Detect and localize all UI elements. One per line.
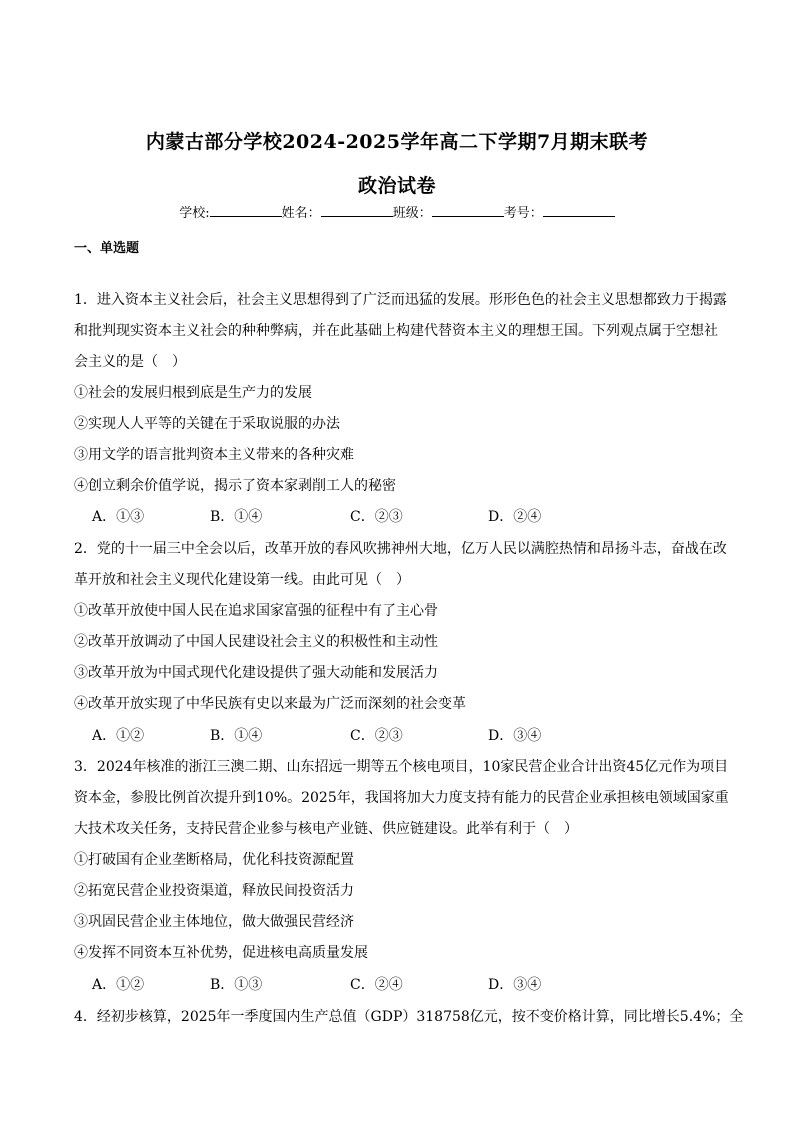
question-1-statement-1: ①社会的发展归根到底是生产力的发展 [74,385,312,401]
question-1-option-d[interactable]: D．②④ [488,509,542,525]
exam-subject-title: 政治试卷 [357,175,436,197]
question-2-option-c[interactable]: C．②③ [350,728,403,744]
name-label: 姓名： [281,206,321,221]
exam-title: 内蒙古部分学校2024-2025学年高二下学期7月期末联考 [145,131,649,153]
question-4-line-1: 4．经初步核算，2025年一季度国内生产总值（GDP）318758亿元，按不变价格计算，同比增长5.4%；全 [74,1009,744,1025]
class-label: 班级： [392,206,432,221]
question-1-statement-4: ④创立剩余价值学说，揭示了资本家剥削工人的秘密 [74,478,396,494]
question-3-statement-2: ②拓宽民营企业投资渠道，释放民间投资活力 [74,883,354,899]
section-heading: 一、单选题 [74,241,140,256]
student-info-row [0,202,794,221]
question-3-line-1: 3．2024年核准的浙江三澳二期、山东招远一期等五个核电项目，10家民营企业合计出资45亿元作为项目 [74,759,729,775]
question-2-option-a[interactable]: A．①② [92,728,145,744]
question-2-line-1: 2．党的十一届三中全会以后，改革开放的春风吹拂神州大地，亿万人民以满腔热情和昂扬斗志，奋战在改 [74,541,727,557]
question-1-line-3: 会主义的是（ ） [74,354,186,370]
exam-number-label: 考号： [503,206,543,221]
question-1-option-b[interactable]: B．①④ [210,509,263,525]
question-2-option-d[interactable]: D．③④ [488,728,542,744]
school-label: 学校: [179,206,210,221]
question-2-statement-1: ①改革开放使中国人民在追求国家富强的征程中有了主心骨 [74,603,438,619]
question-1-statement-2: ②实现人人平等的关键在于采取说服的办法 [74,416,340,432]
question-2-line-2: 革开放和社会主义现代化建设第一线。由此可见（ ） [74,572,410,588]
question-2-statement-3: ③改革开放为中国式现代化建设提供了强大动能和发展活力 [74,665,438,681]
question-3-statement-4: ④发挥不同资本互补优势，促进核电高质量发展 [74,945,368,961]
question-3-line-2: 资本金，参股比例首次提升到10%。2025年，我国将加大力度支持有能力的民营企业承担核电领域国家重 [74,790,729,806]
question-3-option-b[interactable]: B．①③ [210,977,263,993]
question-3-line-3: 大技术攻关任务，支持民营企业参与核电产业链、供应链建设。此举有利于（ ） [74,821,578,837]
name-blank[interactable] [321,203,393,217]
question-1-line-2: 和批判现实资本主义社会的种种弊病，并在此基础上构建代替资本主义的理想王国。下列观点属于空想社 [74,323,718,339]
question-1-line-1: 1．进入资本主义社会后，社会主义思想得到了广泛而迅猛的发展。形形色色的社会主义思想都致力于揭露 [74,292,727,308]
question-2-option-b[interactable]: B．①④ [210,728,263,744]
question-3-statement-1: ①打破国有企业垄断格局，优化科技资源配置 [74,852,354,868]
question-2-statement-4: ④改革开放实现了中华民族有史以来最为广泛而深刻的社会变革 [74,696,466,712]
class-blank[interactable] [432,203,504,217]
question-3-option-a[interactable]: A．①② [92,977,145,993]
question-1-statement-3: ③用文学的语言批判资本主义带来的各种灾难 [74,447,354,463]
question-1-option-c[interactable]: C．②③ [350,509,403,525]
exam-number-blank[interactable] [543,203,615,217]
school-blank[interactable] [210,203,282,217]
question-3-option-d[interactable]: D．③④ [488,977,542,993]
question-3-statement-3: ③巩固民营企业主体地位，做大做强民营经济 [74,914,354,930]
question-3-option-c[interactable]: C．②④ [350,977,403,993]
question-1-option-a[interactable]: A．①③ [92,509,145,525]
question-2-statement-2: ②改革开放调动了中国人民建设社会主义的积极性和主动性 [74,634,438,650]
